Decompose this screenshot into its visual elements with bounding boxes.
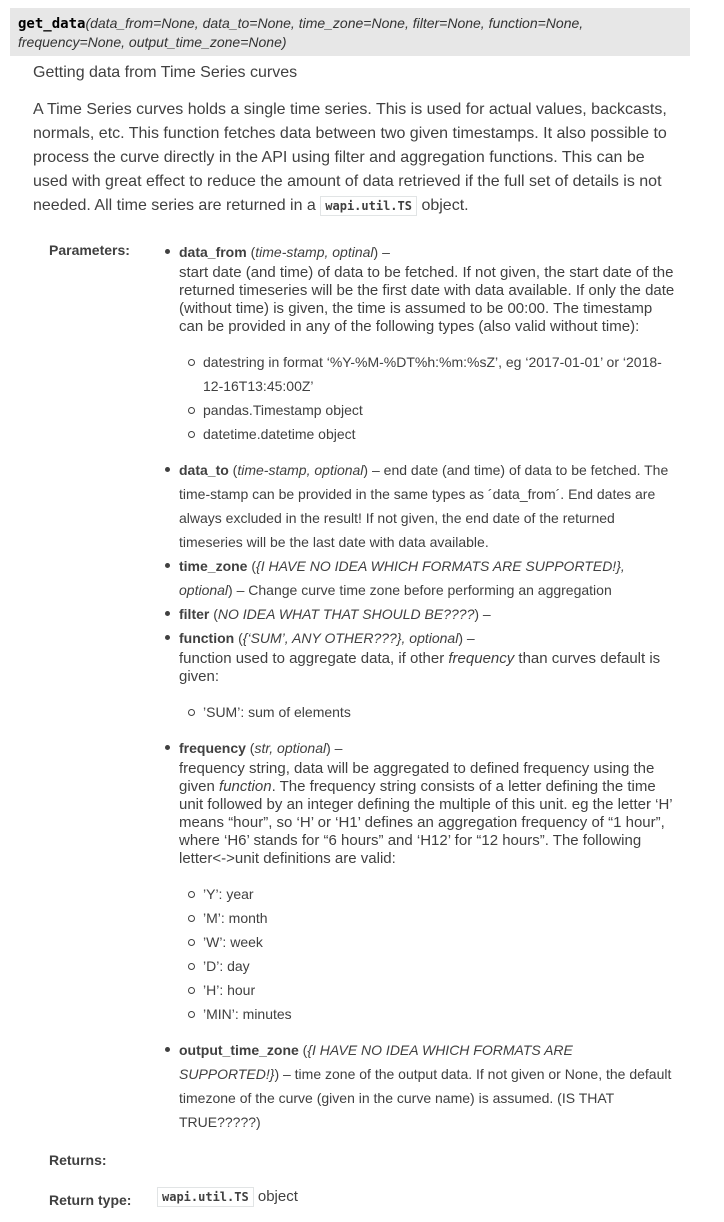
list-item: ’Y’: year <box>203 882 675 906</box>
parameters-label: Parameters: <box>49 242 130 258</box>
param-description: end date (and time) of data to be fetched. The time-stamp can be provided in the same types as ´data_from´. End dates are always excluded in the result! If not given, the end date of the returned timeseries will be the last date with data available. <box>179 462 669 550</box>
bullet <box>171 240 177 246</box>
list-item: pandas.Timestamp object <box>203 398 675 422</box>
param-filter: filter (NO IDEA WHAT THAT SHOULD BE????) – <box>179 602 675 626</box>
param-data-to: data_to (time-stamp, optional) – end date (and time) of data to be fetched. The time-stamp can be provided in the same types as ´data_from´. End dates are always excluded in the result! If not given, the end date of the returned timeseries will be the last date with data available. <box>179 458 675 554</box>
list-item: ’D’: day <box>203 954 675 978</box>
sub-list <box>203 350 675 446</box>
param-time-zone: time_zone ({I HAVE NO IDEA WHICH FORMATS ARE SUPPORTED!}, optional) – Change curve time zone before performing an aggregation <box>179 554 675 602</box>
ts-class-code: wapi.util.TS <box>320 196 417 216</box>
parameters-list <box>165 240 675 1134</box>
param-description: start date (and time) of data to be fetched. If not given, the start date of the returned timeseries will be the first date with data available. If only the date (without time) is given, the time is assumed to be 00:00. The timestamp can be provided in any of the following types (also valid without time): <box>179 264 675 335</box>
param-description: time zone of the output data. If not given or None, the default timezone of the curve (given in the curve name) is assumed. (IS THAT TRUE?????) <box>179 1066 672 1130</box>
list-item: ’MIN’: minutes <box>203 1002 675 1026</box>
list-item: datetime.datetime object <box>203 422 675 446</box>
param-description: Change curve time zone before performing an aggregation <box>248 582 612 598</box>
param-data-from: data_from (time-stamp, optinal) – start date (and time) of data to be fetched. If not given, the start date of the returned timeseries will be the first date with data available. If only the date (without time) is given, the time is assumed to be 00:00. The timestamp can be provided in any of the following types (also valid without time): datestring in format ‘%Y-%M-%DT%h:%m:%sZ’, eg ‘2017-01-01’ or ‘2018-12-16T13:45:00Z’ pandas.Timestamp object datetime.datetime object <box>179 240 675 446</box>
list-item: ’M’: month <box>203 906 675 930</box>
list-item: ’SUM’: sum of elements <box>203 700 675 724</box>
param-frequency: frequency (str, optional) – frequency string, data will be aggregated to defined frequency using the given function. The frequency string consists of a letter defining the time unit followed by an integer defining the multiple of this unit. eg the letter ‘H’ means “hour”, so ‘H’ or ‘H1’ defines an aggregation frequency of “1 hour”, where ‘H6’ stands for “6 hours” and ‘H12’ for “12 hours”. The following letter<->unit definitions are valid: ’Y’: year ’M’: month ’W’: week ’D’: day ’H’: hour ’MIN’: minutes <box>179 736 675 1026</box>
function-name: get_data <box>18 16 86 32</box>
param-description: frequency string, data will be aggregated to defined frequency using the given function. The frequency string consists of a letter defining the time unit followed by an integer defining the multiple of this unit. eg the letter ‘H’ means “hour”, so ‘H’ or ‘H1’ defines an aggregation frequency of “1 hour”, where ‘H6’ stands for “6 hours” and ‘H12’ for “12 hours”. The following letter<->unit definitions are valid: <box>179 760 673 867</box>
sub-list <box>203 700 675 724</box>
return-type-label: Return type: <box>49 1192 132 1208</box>
param-output-time-zone: output_time_zone ({I HAVE NO IDEA WHICH FORMATS ARE SUPPORTED!}) – time zone of the output data. If not given or None, the default timezone of the curve (given in the curve name) is assumed. (IS THAT TRUE?????) <box>179 1038 675 1134</box>
returns-label: Returns: <box>49 1152 107 1168</box>
list-item: datestring in format ‘%Y-%M-%DT%h:%m:%sZ’, eg ‘2017-01-01’ or ‘2018-12-16T13:45:00Z’ <box>203 350 675 398</box>
sub-list <box>203 882 675 1026</box>
list-item: ’W’: week <box>203 930 675 954</box>
description-paragraph: A Time Series curves holds a single time series. This is used for actual values, backcasts, normals, etc. This function fetches data between two given timestamps. It also possible to process the curve directly in the API using filter and aggregation functions. This can be used with great effect to reduce the amount of data retrieved if the full set of details is not needed. All time series are returned in a wapi.util.TS object. <box>33 101 667 214</box>
list-item: ’H’: hour <box>203 978 675 1002</box>
function-signature <box>10 8 690 56</box>
summary-title: Getting data from Time Series curves <box>33 64 298 81</box>
param-function: function ({‘SUM’, ANY OTHER???}, optional) – function used to aggregate data, if other frequency than curves default is given: ’SUM’: sum of elements <box>179 626 675 724</box>
signature-args: (data_from=None, data_to=None, time_zone=None, filter=None, function=None, frequency=None, output_time_zone=None) <box>18 15 584 50</box>
return-type-code: wapi.util.TS <box>157 1187 254 1207</box>
param-description: function used to aggregate data, if other frequency than curves default is given: <box>179 650 661 685</box>
return-type-value: wapi.util.TS object <box>157 1188 298 1205</box>
